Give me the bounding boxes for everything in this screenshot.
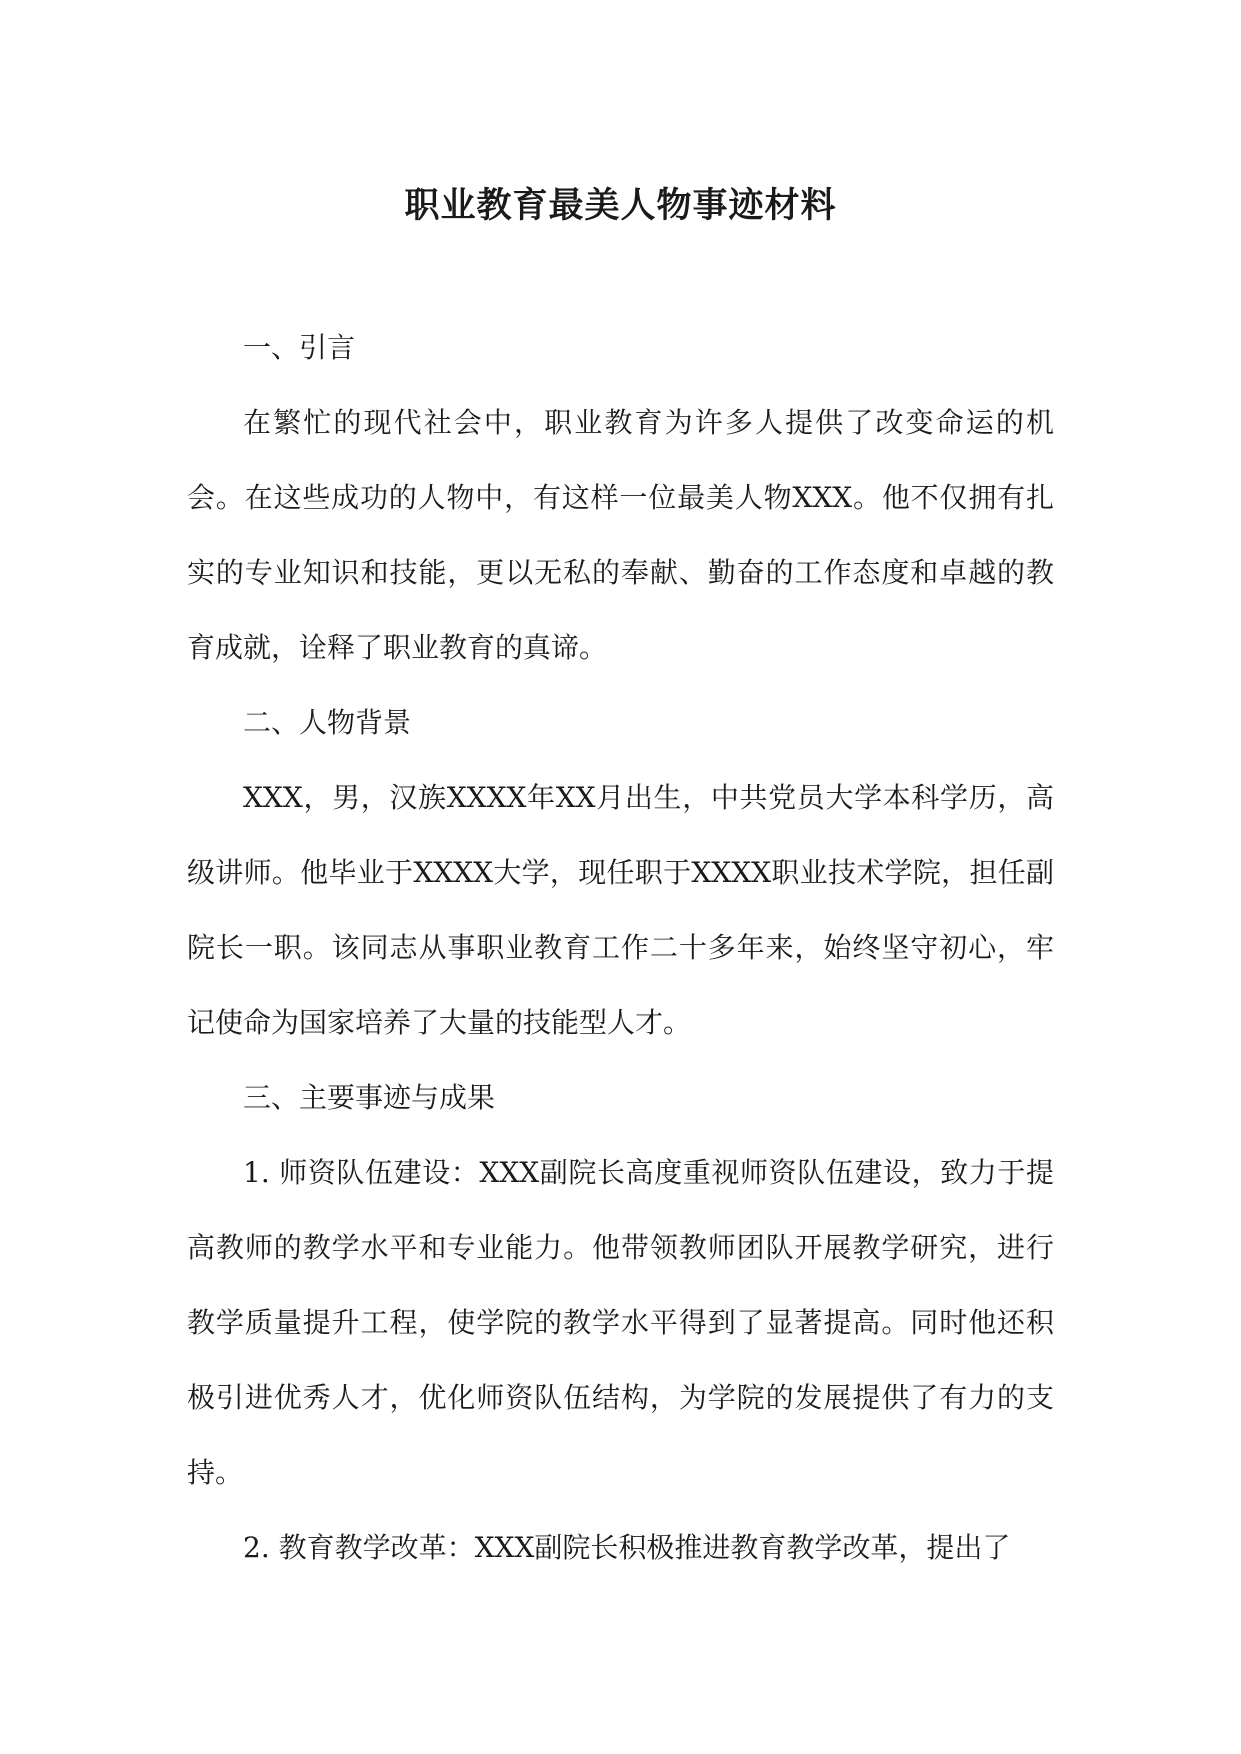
paragraph-background: XXX，男，汉族XXXX年XX月出生，中共党员大学本科学历，高级讲师。他毕业于XXXX大学，现任职于XXXX职业技术学院，担任副院长一职。该同志从事职业教育工作二十多年来，始终坚守初心，牢记使命为国家培养了大量的技能型人才。 <box>187 781 1054 1039</box>
section-heading-background: 二、人物背景 <box>243 706 412 739</box>
section-heading-achievements: 三、主要事迹与成果 <box>243 1081 496 1114</box>
paragraph-teaching-reform: 2. 教育教学改革：XXX副院长积极推进教育教学改革，提出了 <box>243 1531 1011 1564</box>
section-heading-intro: 一、引言 <box>243 331 356 364</box>
document-title: 职业教育最美人物事迹材料 <box>404 185 837 226</box>
paragraph-intro: 在繁忙的现代社会中，职业教育为许多人提供了改变命运的机会。在这些成功的人物中，有这样一位最美人物XXX。他不仅拥有扎实的专业知识和技能，更以无私的奉献、勤奋的工作态度和卓越的教育成就，诠释了职业教育的真谛。 <box>187 406 1054 664</box>
document-body <box>187 310 1054 1585</box>
paragraph-faculty-building: 1. 师资队伍建设：XXX副院长高度重视师资队伍建设，致力于提高教师的教学水平和专业能力。他带领教师团队开展教学研究，进行教学质量提升工程，使学院的教学水平得到了显著提高。同时他还积极引进优秀人才，优化师资队伍结构，为学院的发展提供了有力的支持。 <box>187 1156 1054 1489</box>
